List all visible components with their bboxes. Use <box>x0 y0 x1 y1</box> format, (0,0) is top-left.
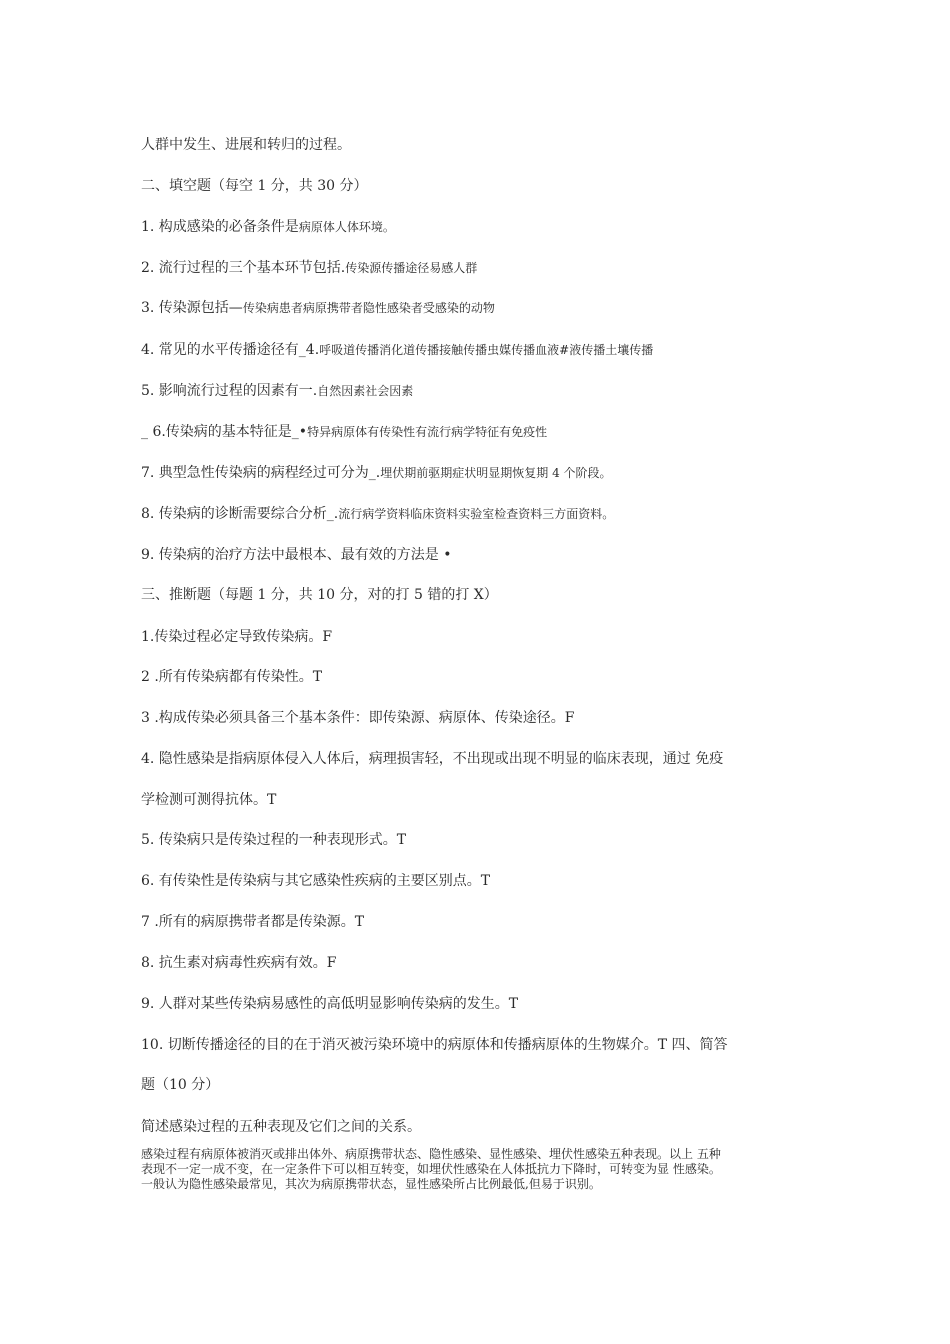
section-heading-true-false: 三、推断题（每题 1 分，共 10 分，对的打 5 错的打 X） <box>141 587 498 603</box>
answer-paragraph-line: 感染过程有病原体被消灭或排出体外、病原携带状态、隐性感染、显性感染、埋伏性感染五种表现。以上 五种 <box>141 1147 721 1161</box>
question-line: 4. 常见的水平传播途径有_4.呼吸道传播消化道传播接触传播虫媒传播血液#液传播土壤传播 <box>141 342 654 358</box>
question-line: 1. 构成感染的必备条件是病原体人体环境。 <box>141 219 395 235</box>
answer-text: 传染源传播途径易感人群 <box>345 261 478 275</box>
question-line: 9. 人群对某些传染病易感性的高低明显影响传染病的发生。T <box>141 996 519 1012</box>
answer-text: 呼吸道传播消化道传播接触传播虫媒传播血液#液传播土壤传播 <box>319 343 654 357</box>
answer-text: 自然因素社会因素 <box>317 384 414 398</box>
question-line: 9. 传染病的治疗方法中最根本、最有效的方法是 • <box>141 547 452 563</box>
question-line: 7. 典型急性传染病的病程经过可分为_.埋伏期前驱期症状明显期恢复期 4 个阶段。 <box>141 465 612 481</box>
answer-text: 病原体人体环境。 <box>298 220 395 234</box>
answer-paragraph-line: 表现不一定一成不变，在一定条件下可以相互转变，如埋伏性感染在人体抵抗力下降时，可转变为显 性感染。 <box>141 1162 721 1176</box>
answer-text: 传染病患者病原携带者隐性感染者受感染的动物 <box>242 301 495 315</box>
text-line: 人群中发生、进展和转归的过程。 <box>141 137 351 153</box>
question-line: 6. 有传染性是传染病与其它感染性疾病的主要区别点。T <box>141 873 491 889</box>
short-answer-question: 简述感染过程的五种表现及它们之间的关系。 <box>141 1119 421 1135</box>
question-line: 10. 切断传播途径的目的在于消灭被污染环境中的病原体和传播病原体的生物媒介。T 四、简答 <box>141 1037 728 1053</box>
answer-paragraph <box>141 1147 821 1192</box>
question-line: 4. 隐性感染是指病原体侵入人体后，病理损害轻，不出现或出现不明显的临床表现，通过 免疫 <box>141 751 724 767</box>
section-heading-fill-blank: 二、填空题（每空 1 分，共 30 分） <box>141 178 368 194</box>
answer-paragraph-line: 一般认为隐性感染最常见，其次为病原携带状态，显性感染所占比例最低,但易于识别。 <box>141 1177 601 1191</box>
answer-text: 特异病原体有传染性有流行病学特征有免疫性 <box>307 425 548 439</box>
question-line: 3 .构成传染必须具备三个基本条件：即传染源、病原体、传染途径。F <box>141 710 575 726</box>
section-heading-short-answer: 题（10 分） <box>141 1077 220 1093</box>
question-line-continued: 学检测可测得抗体。T <box>141 792 277 808</box>
question-line: 5. 传染病只是传染过程的一种表现形式。T <box>141 832 407 848</box>
question-line: 5. 影响流行过程的因素有一.自然因素社会因素 <box>141 383 414 399</box>
question-line: 8. 传染病的诊断需要综合分析_.流行病学资料临床资料实验室检查资料三方面资料。 <box>141 506 615 522</box>
question-line: 1.传染过程必定导致传染病。F <box>141 629 333 645</box>
question-line: 2. 流行过程的三个基本环节包括.传染源传播途径易感人群 <box>141 260 478 276</box>
question-line: 7 .所有的病原携带者都是传染源。T <box>141 914 365 930</box>
question-line: 2 .所有传染病都有传染性。T <box>141 669 323 685</box>
answer-text: 流行病学资料临床资料实验室检查资料三方面资料。 <box>338 507 615 521</box>
question-line: 3. 传染源包括—传染病患者病原携带者隐性感染者受感染的动物 <box>141 300 495 316</box>
question-line: _ 6.传染病的基本特征是_•特异病原体有传染性有流行病学特征有免疫性 <box>141 424 548 440</box>
question-line: 8. 抗生素对病毒性疾病有效。F <box>141 955 337 971</box>
answer-text: 埋伏期前驱期症状明显期恢复期 4 个阶段。 <box>380 466 612 480</box>
